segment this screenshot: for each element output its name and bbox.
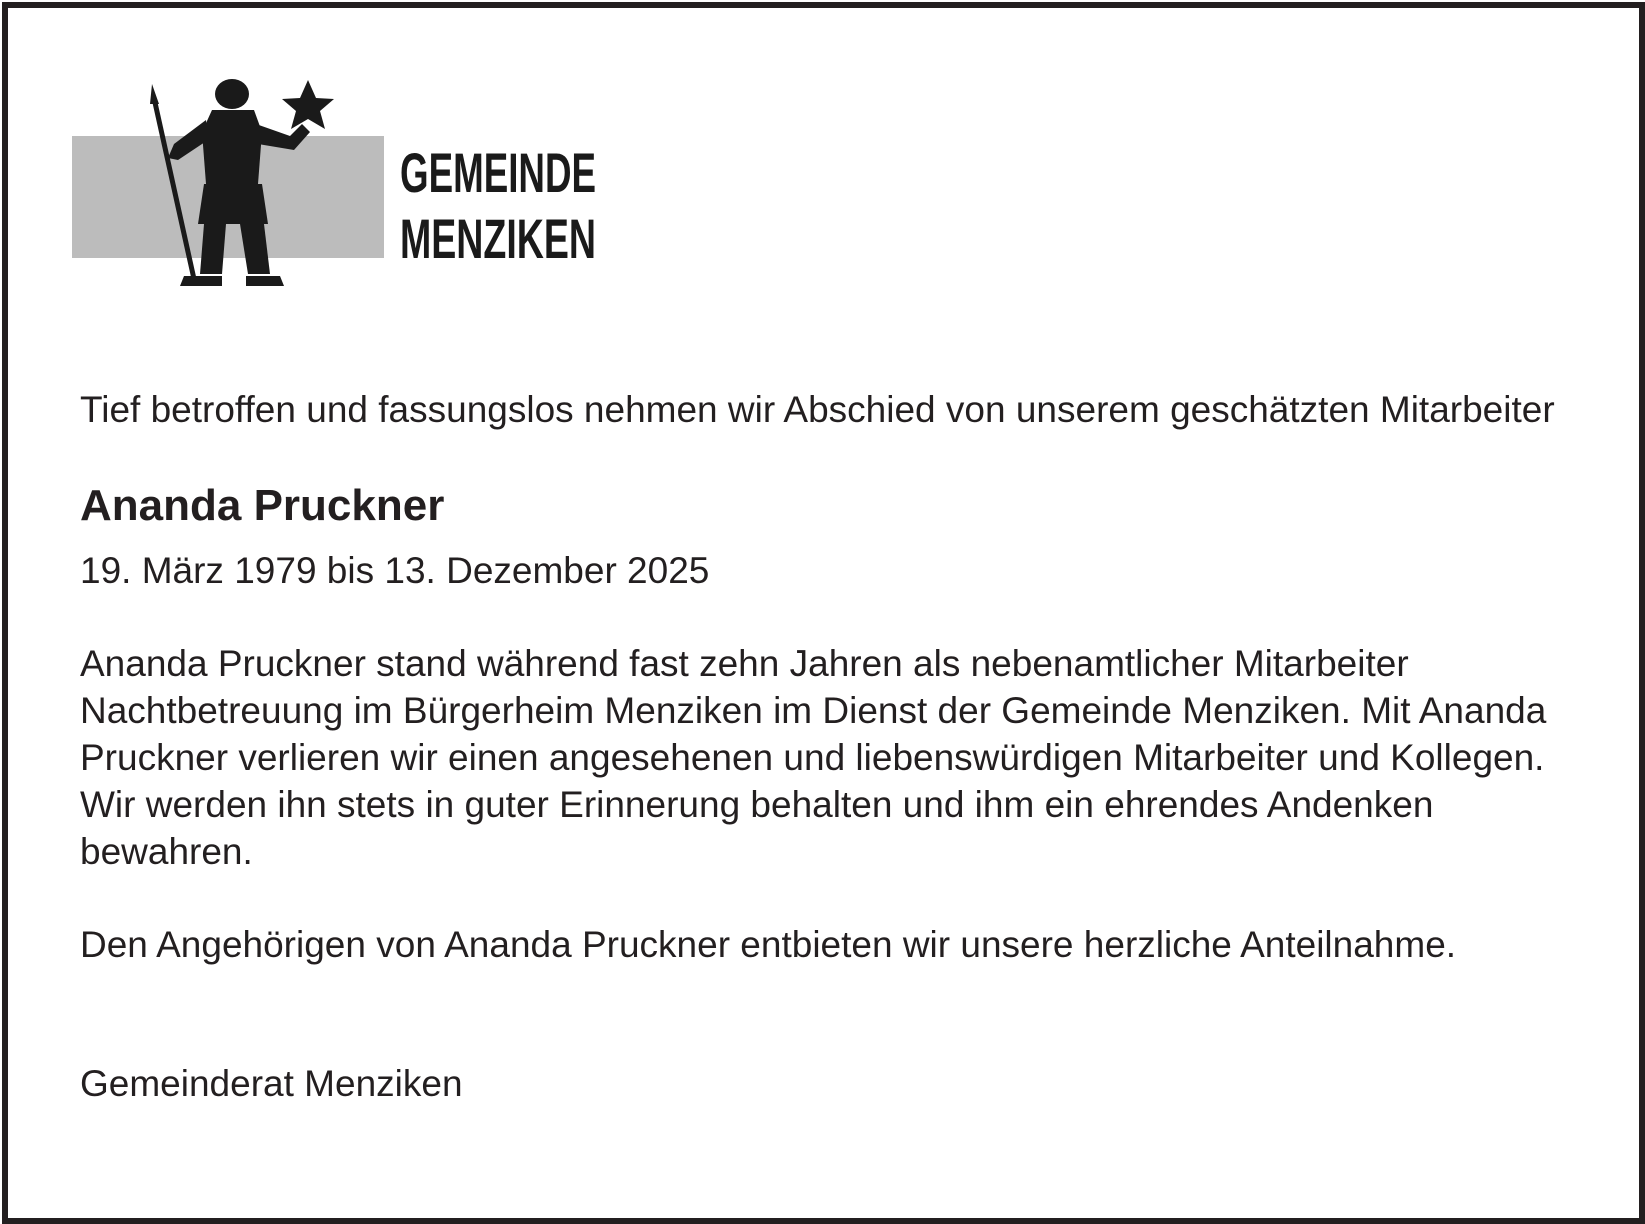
- intro-text: Tief betroffen und fassungslos nehmen wir Abschied von unserem geschätzten Mitarbeiter: [80, 389, 1555, 430]
- condolence-text: Den Angehörigen von Ananda Pruckner entbieten wir unsere herzliche Anteilnahme.: [80, 924, 1457, 965]
- notice-content: [80, 386, 1600, 1107]
- gemeinde-menziken-logo: [72, 74, 632, 304]
- signature: Gemeinderat Menziken: [80, 1063, 463, 1104]
- deceased-name: Ananda Pruckner: [80, 481, 445, 530]
- logo-line-2: MENZIKEN: [400, 207, 596, 270]
- logo-line-1: GEMEINDE: [400, 141, 596, 204]
- life-dates: 19. März 1979 bis 13. Dezember 2025: [80, 550, 710, 591]
- tribute-text: Ananda Pruckner stand während fast zehn Jahren als nebenamtlicher Mitarbeiter Nachtbetreuung im Bürgerheim Menziken im Dienst der Gemeinde Menziken. Mit Ananda Pruckner verlieren wir einen angesehenen und liebenswürdigen Mitarbeiter und Kollegen. Wir werden ihn stets in guter Erinnerung behalten und ihm ein ehrendes Andenken bewahren.: [80, 643, 1547, 872]
- notice-frame: [2, 2, 1645, 1224]
